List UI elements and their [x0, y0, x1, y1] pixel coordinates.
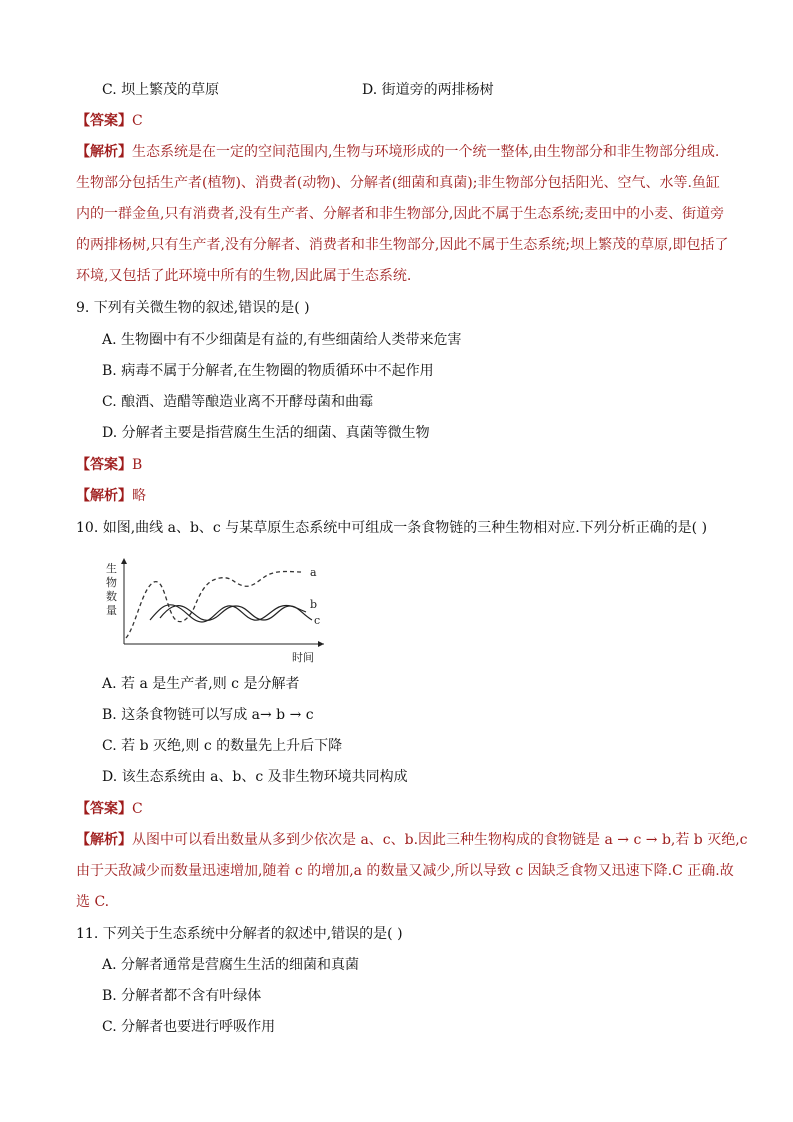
q11-option-c: C. 分解者也要进行呼吸作用 [102, 1019, 276, 1035]
q8-analysis-line-5: 环境,又包括了此环境中所有的生物,因此属于生态系统. [76, 268, 412, 284]
answer-tag: 【答案】 [76, 113, 132, 129]
answer-tag: 【答案】 [76, 801, 132, 817]
curve-label-c: c [314, 614, 321, 627]
answer-value: B [132, 457, 143, 473]
answer-tag: 【答案】 [76, 457, 132, 473]
q9-option-a: A. 生物圈中有不少细菌是有益的,有些细菌给人类带来危害 [102, 332, 462, 348]
y-axis-arrow [121, 558, 127, 564]
y-axis-label-char: 数 [106, 590, 117, 603]
q10-analysis-line-1 [76, 830, 748, 850]
analysis-text: 从图中可以看出数量从多到少依次是 a、c、b.因此三种生物构成的食物链是 a → c → b,若 b 灭绝,c [132, 832, 748, 848]
curve-label-a: a [310, 566, 317, 579]
q9-analysis-line [76, 486, 146, 506]
q10-option-c: C. 若 b 灭绝,则 c 的数量先上升后下降 [102, 738, 343, 754]
q9-answer-line [76, 455, 142, 475]
q10-option-a: A. 若 a 是生产者,则 c 是分解者 [102, 676, 300, 692]
q8-analysis-line-4: 的两排杨树,只有生产者,没有分解者、消费者和非生物部分,因此不属于生态系统;坝上繁茂的草原,即包括了 [76, 237, 729, 253]
q9-option-b: B. 病毒不属于分解者,在生物圈的物质循环中不起作用 [102, 363, 434, 379]
answer-value: C [132, 801, 143, 817]
analysis-tag: 【解析】 [76, 488, 132, 504]
y-axis-label-char: 生 [106, 562, 117, 575]
q8-analysis-line-3: 内的一群金鱼,只有消费者,没有生产者、分解者和非生物部分,因此不属于生态系统;麦田中的小麦、街道旁 [76, 206, 725, 222]
q8-answer-line [76, 111, 143, 131]
analysis-text: 略 [132, 488, 146, 504]
q10-analysis-line-2: 由于天敌减少而数量迅速增加,随着 c 的增加,a 的数量又减少,所以导致 c 因缺乏食物又迅速下降.C 正确.故 [76, 863, 734, 879]
q8-analysis-line-1 [76, 142, 719, 162]
answer-value: C [132, 113, 143, 129]
q11-stem: 11. 下列关于生态系统中分解者的叙述中,错误的是( ) [76, 926, 403, 942]
q11-option-b: B. 分解者都不含有叶绿体 [102, 988, 262, 1004]
q10-stem: 10. 如图,曲线 a、b、c 与某草原生态系统中可组成一条食物链的三种生物相对应.下列分析正确的是( ) [76, 520, 708, 536]
q9-stem: 9. 下列有关微生物的叙述,错误的是( ) [76, 300, 310, 316]
y-axis-label-char: 物 [106, 576, 117, 589]
analysis-tag: 【解析】 [76, 144, 132, 160]
q8-analysis-line-2: 生物部分包括生产者(植物)、消费者(动物)、分解者(细菌和真菌);非生物部分包括阳光、空气、水等.鱼缸 [76, 175, 720, 191]
q8-option-d: D. 街道旁的两排杨树 [362, 82, 494, 98]
x-axis-arrow [318, 641, 324, 647]
q10-answer-line [76, 799, 143, 819]
q10-analysis-line-3: 选 C. [76, 894, 110, 910]
q9-option-c: C. 酿酒、造醋等酿造业离不开酵母菌和曲霉 [102, 394, 374, 410]
population-curves-figure [102, 558, 332, 666]
curve-b [150, 605, 306, 622]
q10-option-b: B. 这条食物链可以写成 a→ b → c [102, 707, 314, 723]
analysis-text: 生态系统是在一定的空间范围内,生物与环境形成的一个统一整体,由生物部分和非生物部分组成. [132, 144, 720, 160]
q11-option-a: A. 分解者通常是营腐生生活的细菌和真菌 [102, 957, 360, 973]
q8-option-c: C. 坝上繁茂的草原 [102, 82, 220, 98]
curve-label-b: b [310, 598, 318, 611]
q9-option-d: D. 分解者主要是指营腐生生活的细菌、真菌等微生物 [102, 425, 430, 441]
curve-a [126, 572, 302, 639]
analysis-tag: 【解析】 [76, 832, 132, 848]
population-curves-svg [102, 558, 332, 666]
x-axis-label: 时间 [292, 651, 314, 664]
y-axis-label-char: 量 [106, 604, 117, 617]
q10-option-d: D. 该生态系统由 a、b、c 及非生物环境共同构成 [102, 769, 408, 785]
